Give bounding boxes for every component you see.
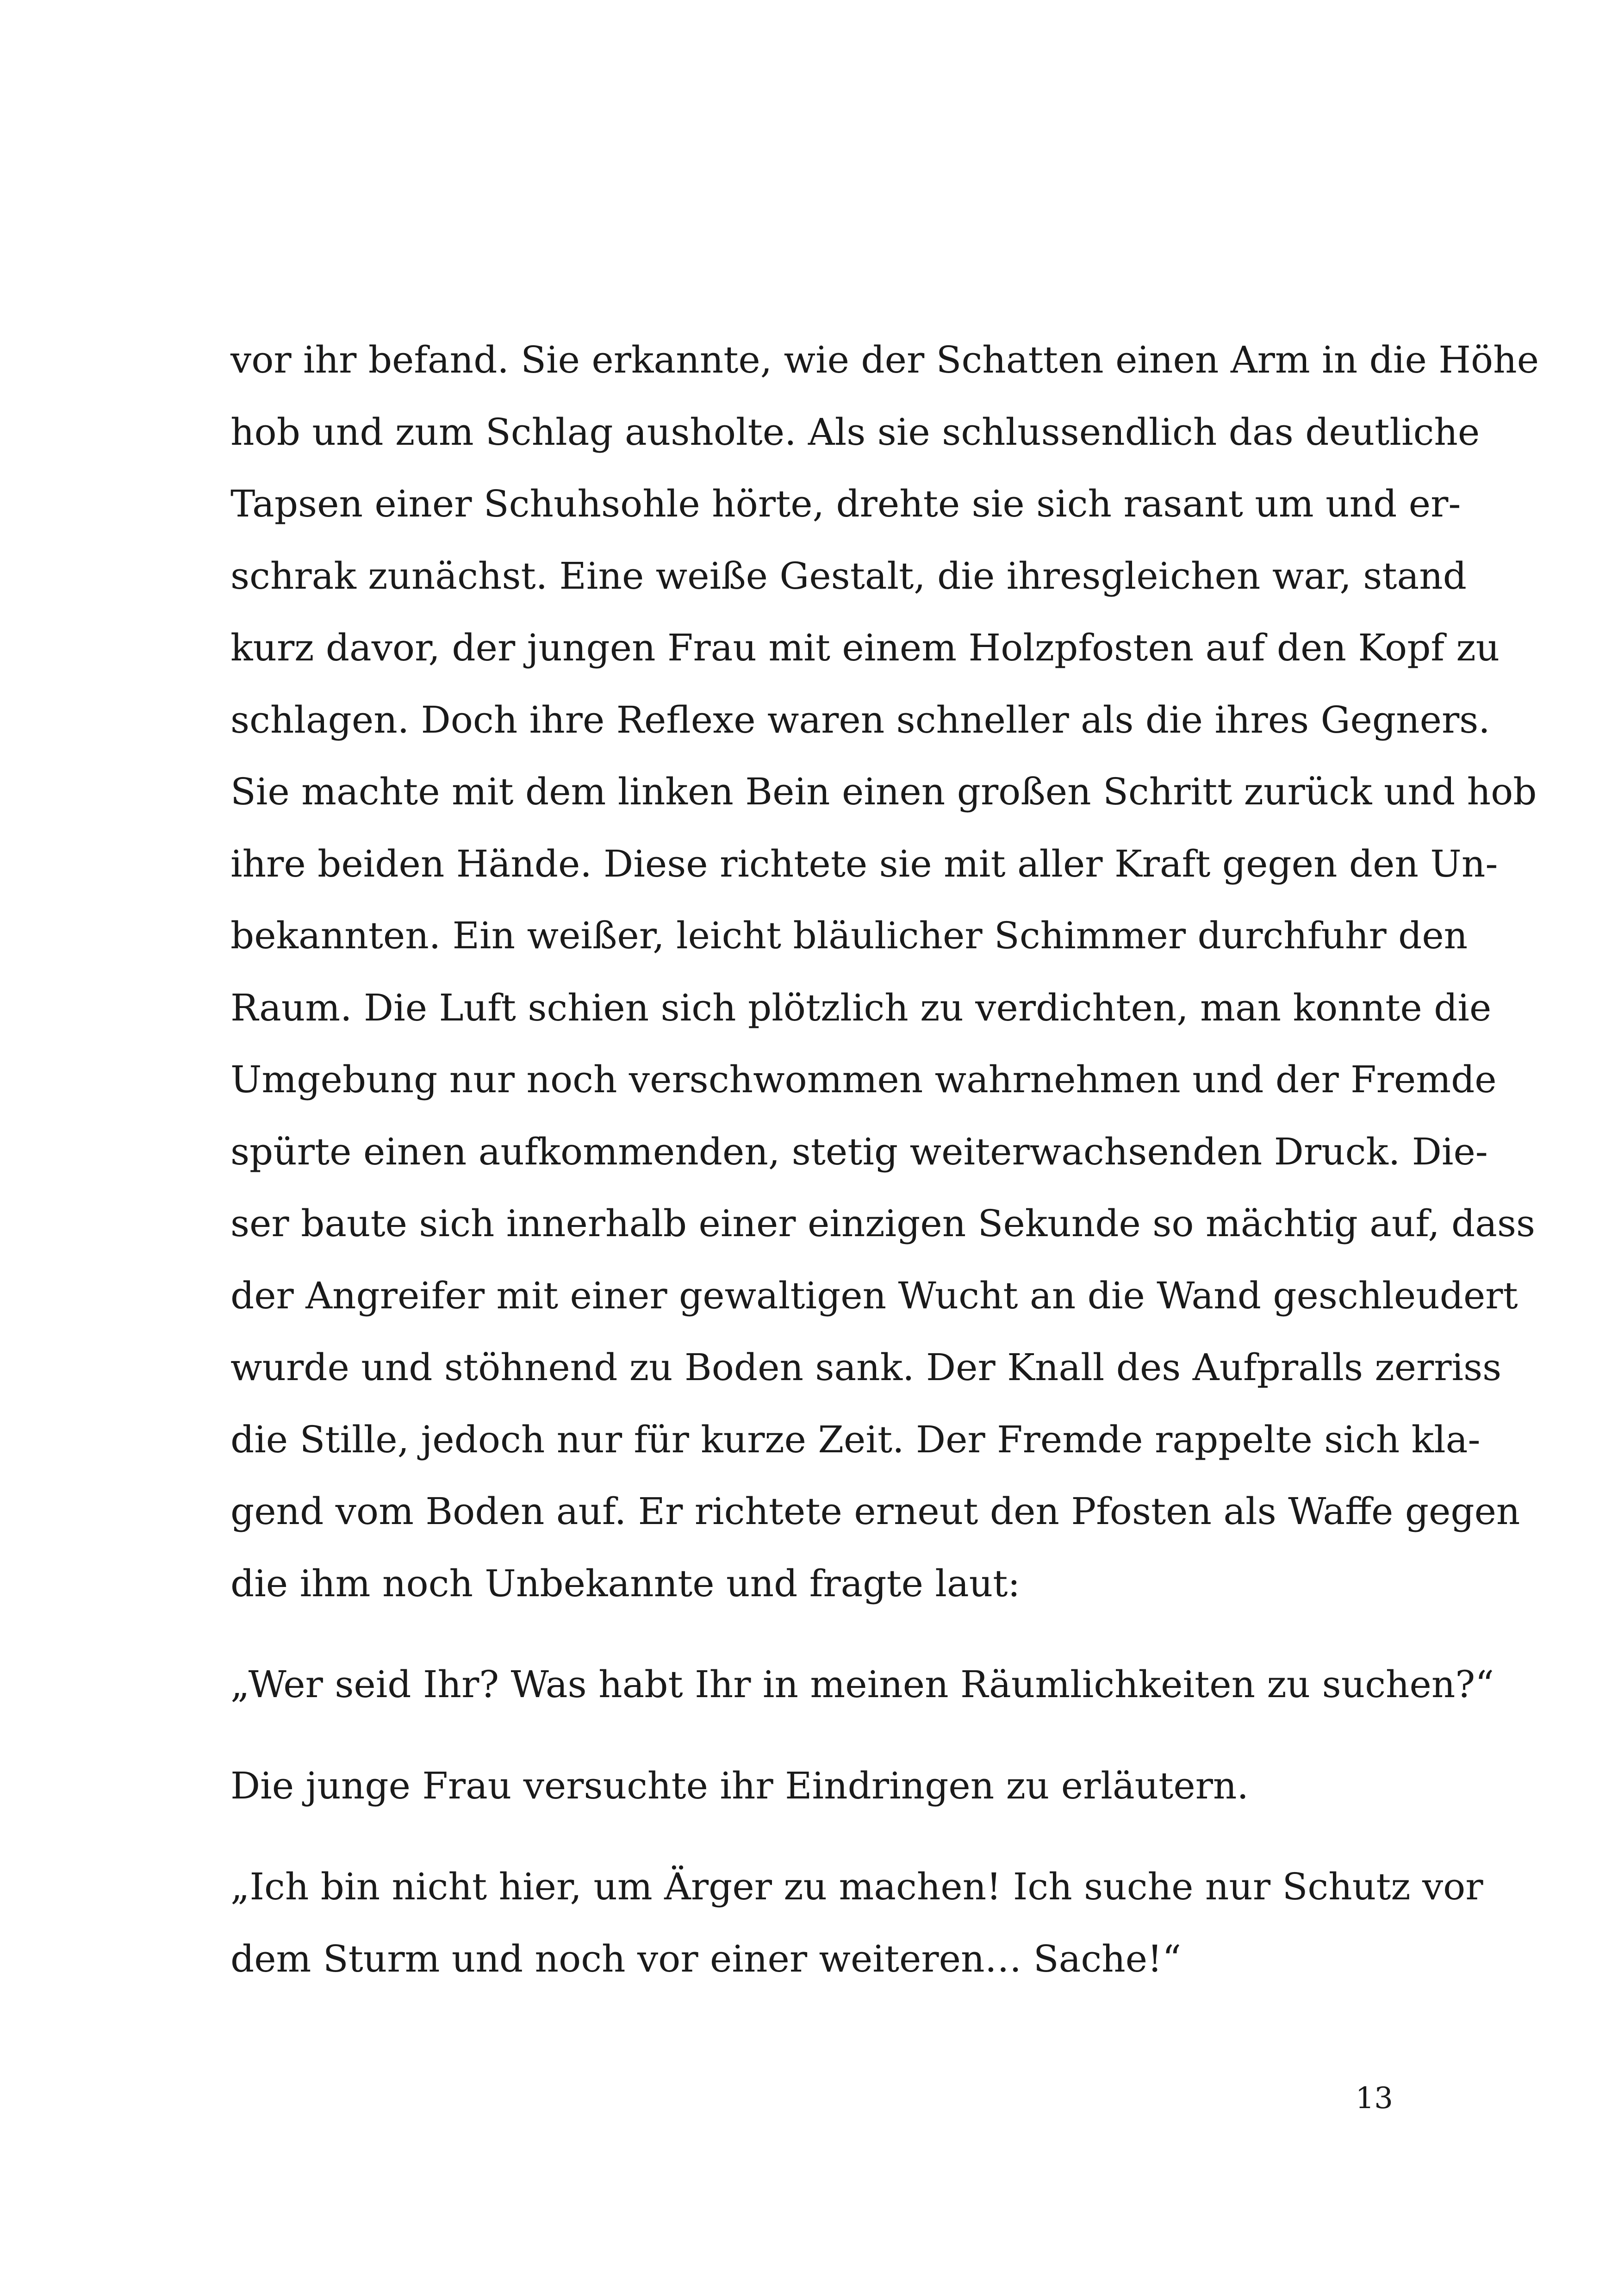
text-line: hob und zum Schlag ausholte. Als sie schlussendlich das deutliche bbox=[230, 410, 1480, 454]
paragraph-gap bbox=[230, 1619, 1393, 1649]
dialogue-1 bbox=[230, 1649, 1494, 1721]
text-line: Umgebung nur noch verschwommen wahrnehmen und der Fremde bbox=[230, 1058, 1497, 1101]
text-line: vor ihr befand. Sie erkannte, wie der Schatten einen Arm in die Höhe bbox=[230, 338, 1539, 381]
text-line: Sie machte mit dem linken Bein einen großen Schritt zurück und hob bbox=[230, 770, 1537, 813]
text-line: ser baute sich innerhalb einer einzigen Sekunde so mächtig auf, dass bbox=[230, 1202, 1536, 1245]
text-line: der Angreifer mit einer gewaltigen Wucht an die Wand geschleudert bbox=[230, 1274, 1518, 1317]
text-line: Raum. Die Luft schien sich plötzlich zu verdichten, man konnte die bbox=[230, 986, 1492, 1029]
text-line: spürte einen aufkommenden, stetig weiterwachsenden Druck. Die- bbox=[230, 1130, 1488, 1173]
dialogue-2 bbox=[230, 1851, 1483, 1995]
text-line: schrak zunächst. Eine weiße Gestalt, die ihresgleichen war, stand bbox=[230, 554, 1467, 597]
paragraph-gap bbox=[230, 1721, 1393, 1750]
paragraph-1 bbox=[230, 324, 1539, 1619]
text-line: ihre beiden Hände. Diese richtete sie mit aller Kraft gegen den Un- bbox=[230, 842, 1498, 885]
text-line: die ihm noch Unbekannte und fragte laut: bbox=[230, 1562, 1021, 1605]
paragraph-gap bbox=[230, 1822, 1393, 1851]
text-line: die Stille, jedoch nur für kurze Zeit. Der Fremde rappelte sich kla- bbox=[230, 1418, 1481, 1461]
text-line: Die junge Frau versuchte ihr Eindringen zu erläutern. bbox=[230, 1764, 1249, 1807]
text-line: dem Sturm und noch vor einer weiteren… Sache!“ bbox=[230, 1937, 1182, 1980]
narration-1 bbox=[230, 1750, 1393, 1822]
text-line: kurz davor, der jungen Frau mit einem Holzpfosten auf den Kopf zu bbox=[230, 626, 1500, 669]
text-line: „Ich bin nicht hier, um Ärger zu machen! Ich suche nur Schutz vor bbox=[230, 1865, 1483, 1908]
main-text bbox=[230, 324, 1539, 1995]
text-line: „Wer seid Ihr? Was habt Ihr in meinen Räumlichkeiten zu suchen?“ bbox=[230, 1663, 1494, 1706]
text-line: Tapsen einer Schuhsohle hörte, drehte sie sich rasant um und er- bbox=[230, 482, 1461, 525]
text-line: wurde und stöhnend zu Boden sank. Der Knall des Aufpralls zerriss bbox=[230, 1346, 1502, 1389]
text-line: schlagen. Doch ihre Reflexe waren schneller als die ihres Gegners. bbox=[230, 698, 1490, 741]
page-number: 13 bbox=[1355, 2081, 1393, 2116]
text-line: bekannten. Ein weißer, leicht bläulicher Schimmer durchfuhr den bbox=[230, 914, 1468, 957]
text-line: gend vom Boden auf. Er richtete erneut den Pfosten als Waffe gegen bbox=[230, 1490, 1520, 1533]
